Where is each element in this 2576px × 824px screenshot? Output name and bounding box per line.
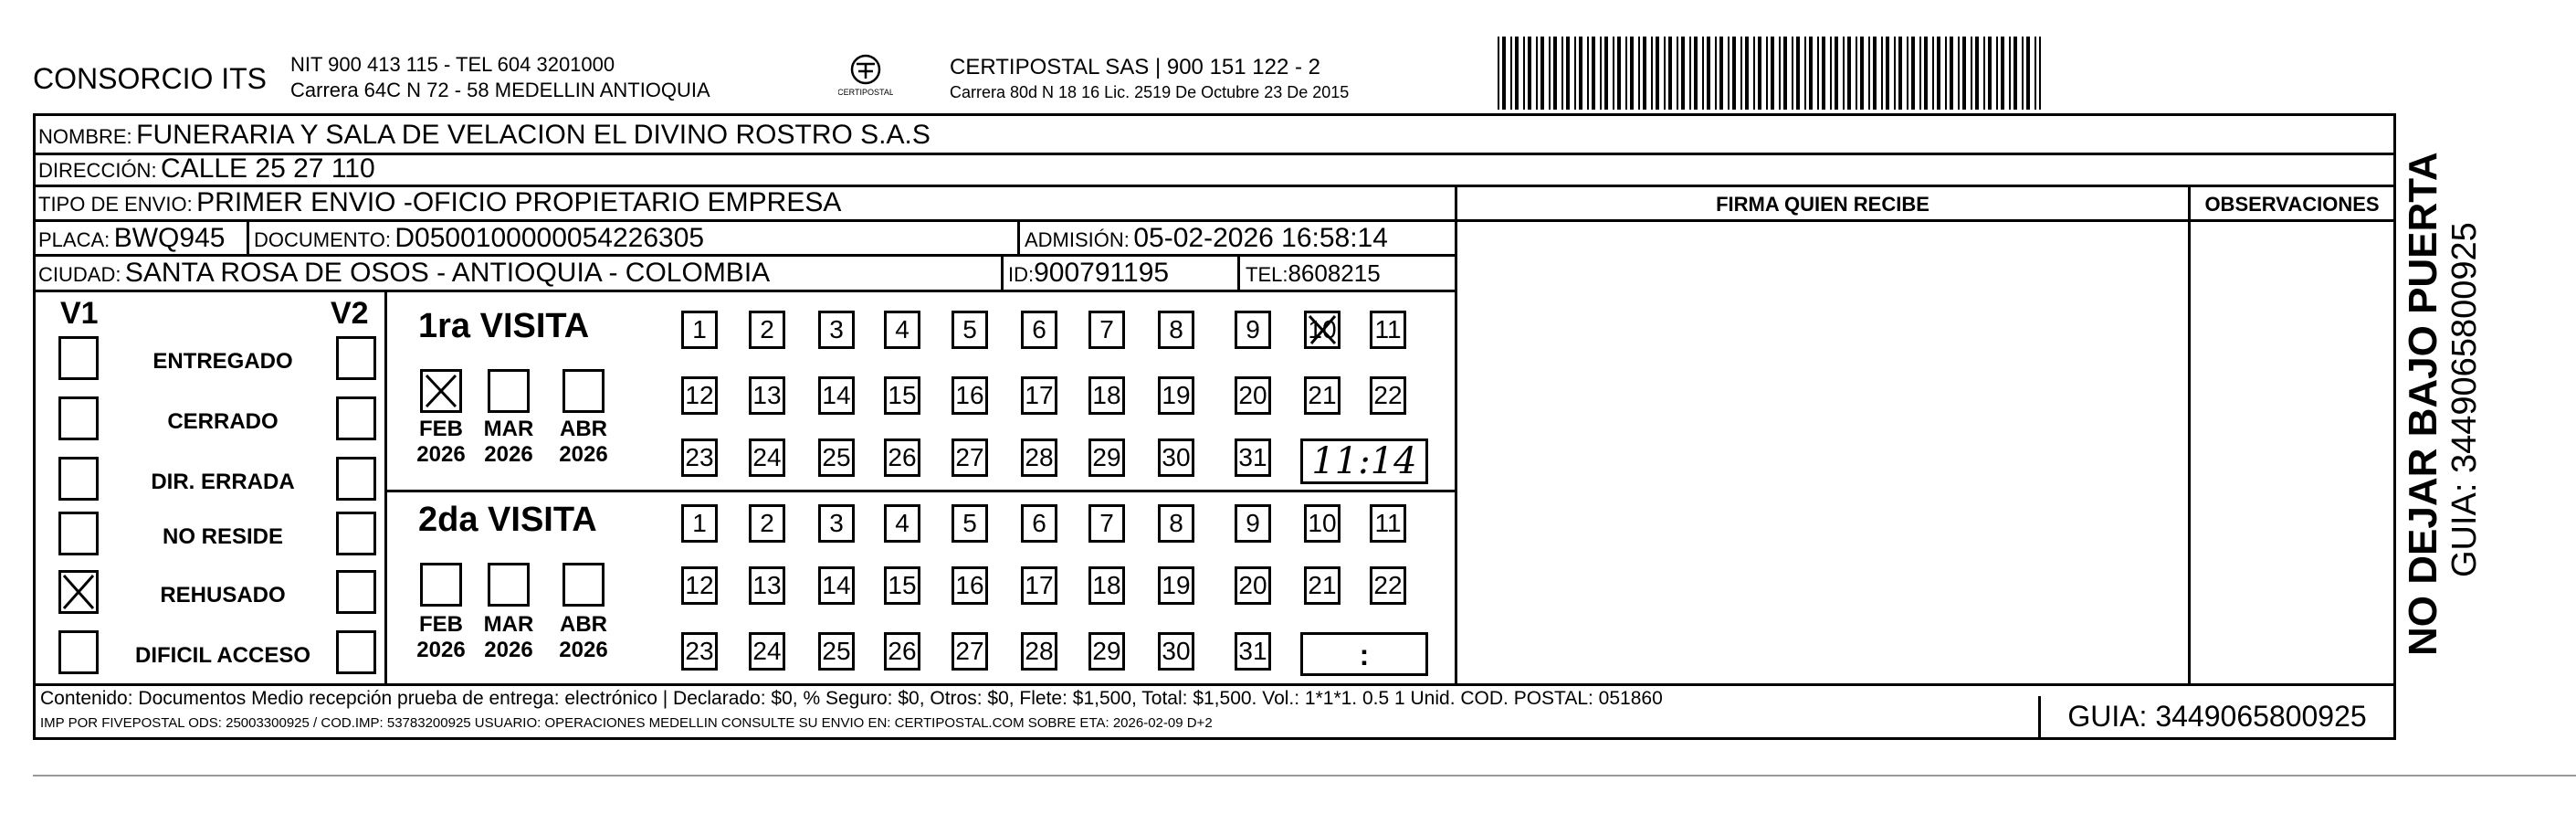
admision-row [1025,225,1388,252]
footer-imp: IMP POR FIVEPOSTAL ODS: 25003300925 / COD.IMP: 53783200925 USUARIO: OPERACIONES MEDELLIN CONSULTE SU ENVIO EN: CERTIPOSTAL.COM SOBRE ETA: 2026-02-09 D+2 [40,715,1213,731]
second-visit-time: : [1359,639,1370,671]
month-label [409,612,473,662]
documento-label: DOCUMENTO: [254,228,391,251]
month-name: ABR [560,612,607,637]
first-visit-day-box[interactable]: 24 [749,438,785,477]
nombre-label: NOMBRE: [38,125,132,148]
tel-label: TEL: [1246,263,1288,286]
month-name: FEB [419,612,463,637]
nombre-value: FUNERARIA Y SALA DE VELACION EL DIVINO ROSTRO S.A.S [136,120,931,150]
footer-guia: GUIA: 3449065800925 [2067,700,2367,733]
month-name: MAR [483,417,534,441]
first-visit-day-box[interactable]: 25 [818,438,855,477]
first-visit-day-box[interactable]: 5 [952,311,988,349]
company-nit: NIT 900 413 115 - TEL 604 3201000 [290,53,615,76]
second-visit-day-box[interactable]: 1 [681,504,718,543]
v1-checkbox[interactable] [58,336,99,380]
status-label: REHUSADO [160,583,286,607]
second-visit-title: 2da VISITA [418,501,597,539]
first-visit-day-box[interactable]: 29 [1088,438,1125,477]
first-visit-day-box[interactable]: 26 [884,438,920,477]
second-visit-day-box[interactable]: 3 [818,504,855,543]
second-visit-day-box[interactable]: 30 [1158,632,1194,671]
first-visit-day-box[interactable]: 3 [818,311,855,349]
second-visit-day-box[interactable]: 27 [952,632,988,671]
month-year: 2026 [416,441,466,467]
documento-row [254,225,704,252]
month-name: FEB [419,417,463,441]
second-visit-day-box[interactable]: 8 [1158,504,1194,543]
carrier-name: CERTIPOSTAL SAS | 900 151 122 - 2 [950,55,1320,79]
second-visit-day-box[interactable]: 7 [1088,504,1125,543]
logo-text: CERTIPOSTAL [838,88,893,97]
month-name: MAR [483,612,534,637]
second-visit-day-box[interactable]: 15 [884,566,920,605]
second-visit-day-box[interactable]: 17 [1021,566,1057,605]
placa-label: PLACA: [38,228,110,251]
second-visit-day-box[interactable]: 14 [818,566,855,605]
documento-value: D0500100000054226305 [394,223,705,253]
month-checkbox-mar[interactable] [488,563,530,607]
first-visit-day-box[interactable]: 16 [952,376,988,415]
month-label [552,612,615,662]
ciudad-value: SANTA ROSA DE OSOS - ANTIOQUIA - COLOMBIA [124,258,771,288]
first-visit-day-box[interactable]: 2 [749,311,785,349]
id-label: ID: [1008,263,1035,286]
month-label [552,417,615,467]
first-visit-day-box[interactable]: 12 [681,376,718,415]
month-year: 2026 [484,441,533,467]
first-visit-day-box[interactable]: 4 [884,311,920,349]
month-checkbox-feb[interactable] [420,369,462,413]
v1-checkbox[interactable] [58,630,99,674]
v2-checkbox[interactable] [336,512,376,555]
second-visit-time-box[interactable] [1300,632,1428,676]
footer-contenido: Contenido: Documentos Medio recepción prueba de entrega: electrónico | Declarado: $0, % Seguro: $0, Otros: $0, Flete: $1,500, Total: $1,500. Vol.: 1*1*1. 0.5 1 Unid. COD. POSTAL: 051860 [40,688,1663,709]
second-visit-day-box[interactable]: 5 [952,504,988,543]
first-visit-day-box[interactable]: 1 [681,311,718,349]
placa-value: BWQ945 [113,223,226,253]
month-checkbox-abr[interactable] [563,369,605,413]
second-visit-day-box[interactable]: 19 [1158,566,1194,605]
first-visit-day-box[interactable]: 23 [681,438,718,477]
v1-checkbox[interactable] [58,512,99,555]
month-name: ABR [560,417,607,441]
month-label [409,417,473,467]
direccion-label: DIRECCIÓN: [38,159,157,182]
company-name: CONSORCIO ITS [33,62,268,95]
month-checkbox-feb[interactable] [420,563,462,607]
second-visit-day-box[interactable]: 2 [749,504,785,543]
tipo-envio-row [38,189,841,217]
second-visit-day-box[interactable]: 25 [818,632,855,671]
second-visit-day-box[interactable]: 23 [681,632,718,671]
first-visit-title: 1ra VISITA [418,307,590,345]
v2-checkbox[interactable] [336,457,376,501]
first-visit-day-box[interactable]: 11 [1370,311,1406,349]
month-year: 2026 [416,637,466,662]
status-label: CERRADO [167,409,279,434]
second-visit-day-box[interactable]: 13 [749,566,785,605]
month-label [477,417,541,467]
month-year: 2026 [559,441,608,467]
second-visit-day-box[interactable]: 11 [1370,504,1406,543]
id-value: 900791195 [1034,258,1170,288]
company-address: Carrera 64C N 72 - 58 MEDELLIN ANTIOQUIA [290,79,710,101]
v1-checkbox[interactable] [58,457,99,501]
month-checkbox-abr[interactable] [563,563,605,607]
firma-label: FIRMA QUIEN RECIBE [1716,193,1929,216]
first-visit-day-box[interactable]: 8 [1158,311,1194,349]
v1-checkbox[interactable] [58,396,99,440]
barcode [1498,37,2041,110]
second-visit-day-box[interactable]: 16 [952,566,988,605]
admision-label: ADMISIÓN: [1025,228,1130,251]
first-visit-day-box[interactable]: 27 [952,438,988,477]
check-x-icon [423,372,459,410]
second-visit-day-box[interactable]: 10 [1304,504,1341,543]
certipostal-logo [838,51,893,104]
second-visit-day-box[interactable]: 12 [681,566,718,605]
second-visit-day-box[interactable]: 6 [1021,504,1057,543]
v2-header: V2 [331,296,369,331]
second-visit-day-box[interactable]: 24 [749,632,785,671]
second-visit-day-box[interactable]: 26 [884,632,920,671]
v2-checkbox[interactable] [336,396,376,440]
tipo-envio-label: TIPO DE ENVIO: [38,193,193,216]
month-year: 2026 [559,637,608,662]
status-label: ENTREGADO [152,349,293,374]
first-visit-day-box[interactable]: 7 [1088,311,1125,349]
status-label: DIFICIL ACCESO [134,643,310,668]
first-visit-day-box[interactable]: 6 [1021,311,1057,349]
second-visit-day-box[interactable]: 22 [1370,566,1406,605]
first-visit-day-box[interactable]: 15 [884,376,920,415]
month-label [477,612,541,662]
ciudad-row [38,259,770,287]
tel-value: 8608215 [1288,259,1381,287]
second-visit-day-box[interactable]: 29 [1088,632,1125,671]
tel-row [1246,261,1381,285]
first-visit-day-box[interactable]: 18 [1088,376,1125,415]
v1-checkbox[interactable] [58,570,99,614]
v1-header: V1 [60,296,99,331]
scan-edge-line [33,775,2576,776]
first-visit-day-box[interactable]: 17 [1021,376,1057,415]
second-visit-day-box[interactable]: 4 [884,504,920,543]
second-visit-day-box[interactable]: 21 [1304,566,1341,605]
observaciones-label: OBSERVACIONES [2204,193,2380,216]
second-visit-day-box[interactable]: 28 [1021,632,1057,671]
carrier-address: Carrera 80d N 18 16 Lic. 2519 De Octubre 23 De 2015 [950,83,1350,101]
month-checkbox-mar[interactable] [488,369,530,413]
first-visit-day-box[interactable]: 13 [749,376,785,415]
admision-value: 05-02-2026 16:58:14 [1133,223,1388,253]
first-visit-day-box[interactable]: 10 [1304,311,1341,349]
first-visit-time-box[interactable] [1300,438,1428,484]
tipo-envio-value: PRIMER ENVIO -OFICIO PROPIETARIO EMPRESA [196,187,842,217]
first-visit-day-box[interactable]: 30 [1158,438,1194,477]
placa-row [38,225,225,252]
first-visit-day-box[interactable]: 9 [1235,311,1271,349]
second-visit-day-box[interactable]: 18 [1088,566,1125,605]
second-visit-day-box[interactable]: 20 [1235,566,1271,605]
first-visit-time: 11:14 [1311,440,1417,482]
status-label: DIR. ERRADA [151,470,295,494]
direccion-row [38,155,375,183]
side-warning: NO DEJAR BAJO PUERTA [2401,152,2445,656]
check-x-icon [61,573,96,611]
first-visit-day-box[interactable]: 20 [1235,376,1271,415]
v2-checkbox[interactable] [336,336,376,380]
second-visit-day-box[interactable]: 31 [1235,632,1271,671]
month-year: 2026 [484,637,533,662]
v2-checkbox[interactable] [336,570,376,614]
first-visit-day-box[interactable]: 22 [1370,376,1406,415]
ciudad-label: CIUDAD: [38,263,121,286]
first-visit-day-box[interactable]: 21 [1304,376,1341,415]
second-visit-day-box[interactable]: 9 [1235,504,1271,543]
side-guia: GUIA: 3449065800925 [2445,222,2484,577]
first-visit-day-box[interactable]: 14 [818,376,855,415]
first-visit-day-box[interactable]: 28 [1021,438,1057,477]
direccion-value: CALLE 25 27 110 [161,153,375,184]
v2-checkbox[interactable] [336,630,376,674]
nombre-row [38,121,931,149]
first-visit-day-box[interactable]: 19 [1158,376,1194,415]
status-label: NO RESIDE [162,524,284,549]
first-visit-day-box[interactable]: 31 [1235,438,1271,477]
day-marked-x-icon [1304,311,1341,354]
id-row [1008,259,1169,287]
